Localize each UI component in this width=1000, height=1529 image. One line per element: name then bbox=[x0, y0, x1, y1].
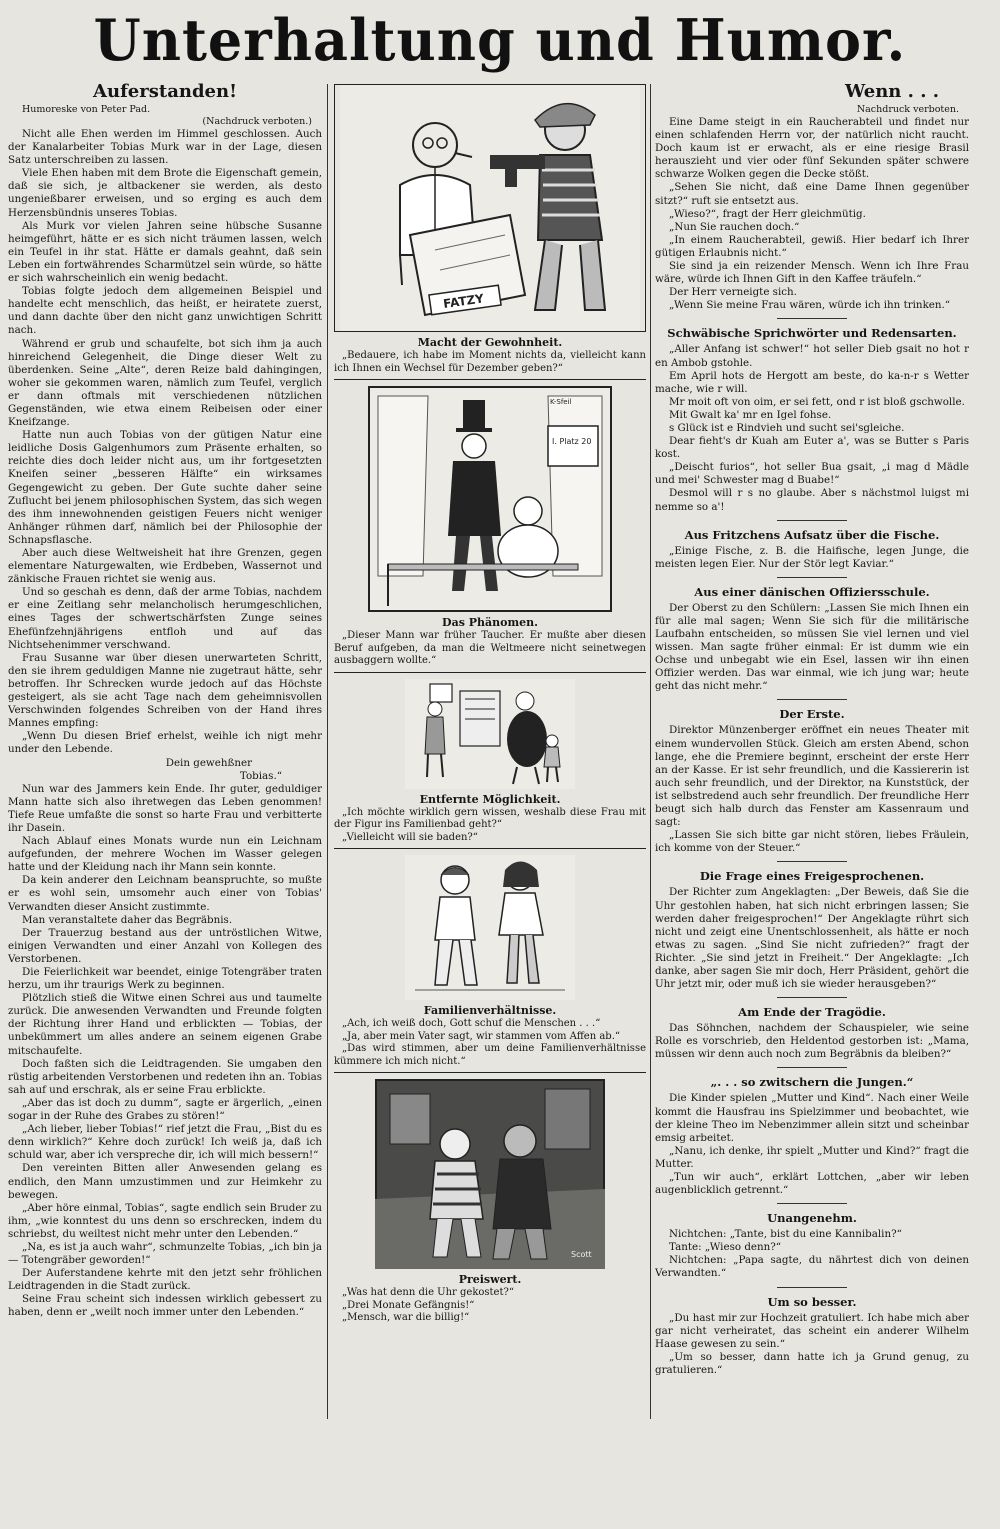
story-byline: Humoreske von Peter Pad. bbox=[22, 104, 151, 115]
divider bbox=[334, 672, 646, 673]
section-rule bbox=[777, 861, 847, 862]
paragraph: Der Oberst zu den Schülern: „Lassen Sie mich Ihnen ein für alle mal sagen; Wenn Sie sich für die militärische Laufbahn entscheiden, so müssen Sie viel lernen und viel wissen. Man sagte früher einmal: Er ist dumm wie ein Ochse und unbegabt wie ein Esel, lassen wir ihn einen Offizier werden. Das war einmal, wie ich jung war; heute geht das nicht mehr.“ bbox=[655, 601, 969, 693]
paragraph: Das Söhnchen, nachdem der Schauspieler, wie seine Rolle es vorschrieb, den Heldentod gestorben ist: „Mama, müssen wir denn auch noch zum Begräbnis da bleiben?“ bbox=[655, 1022, 969, 1061]
paragraph: Eine Dame steigt in ein Raucherabteil und findet nur einen schlafenden Herrn vor, der natürlich nicht raucht. Doch kaum ist er erwacht, als er eine riesige Brasil herauszieht und vier oder fünf Sekunden später schwere schwarze Wolken gegen die Decke stößt. bbox=[655, 116, 969, 181]
section-title: Schwäbische Sprichwörter und Redensarten. bbox=[667, 326, 957, 341]
paragraph: Plötzlich stieß die Witwe einen Schrei aus und taumelte zurück. Die anwesenden Verwandten und Freunde folgten der Richtung ihrer Hand und erblickten — Tobias, der unbekümmert um alles andere an seinem eigenen Grabe mitschaufelte. bbox=[8, 992, 322, 1057]
cartoon-illustration-phenomenon bbox=[368, 386, 612, 612]
paragraph: Nichtchen: „Tante, bist du eine Kannibalin?“ bbox=[669, 1228, 902, 1241]
story-body-continued bbox=[8, 783, 322, 1320]
paragraph: Der Trauerzug bestand aus der untröstlichen Witwe, einigen Verwandten und einer Anzahl von Kollegen des Verstorbenen. bbox=[8, 926, 322, 965]
paragraph: „Ach lieber, lieber Tobias!“ rief jetzt die Frau, „Bist du es denn wirklich?“ Kehre doch zurück! Ich weiß ja, daß ich schuld war, aber ich verspreche dir, ich will mich bessern!“ bbox=[8, 1123, 322, 1162]
paragraph: Hatte nun auch Tobias von der gütigen Natur eine leidliche Dosis Galgenhumors zum Präsente erhalten, so reichte dies doch leider nicht aus, um ihr fortgesetzten Kneifen seiner „besseren Hälfte“ ein wirksames Gegengewicht zu geben. Der Gute suchte daher seine Zuflucht bei jenem philosophischen System, das sich wegen des ihm innewohnenden geistigen Feuers nicht weniger Anhänger rühmen darf, nämlich bei der Philosophie der Schnapsflasche. bbox=[8, 429, 322, 546]
paragraph: „In einem Raucherabteil, gewiß. Hier bedarf ich Ihrer gütigen Erlaubnis nicht.“ bbox=[655, 233, 969, 259]
paragraph: „Tun wir auch“, erklärt Lottchen, „aber wir leben augenblicklich getrennt.“ bbox=[655, 1171, 969, 1197]
paragraph: s Glück ist e Rindvieh und sucht sei'sgleiche. bbox=[669, 421, 905, 434]
letter-signature: Tobias.“ bbox=[239, 769, 282, 782]
section-rule bbox=[777, 1203, 847, 1204]
paragraph: Sie sind ja ein reizender Mensch. Wenn ich Ihre Frau wäre, würde ich Ihnen Gift in den Kaffee träufeln.“ bbox=[655, 260, 969, 286]
paragraph: Die Kinder spielen „Mutter und Kind“. Nach einer Weile kommt die Hausfrau ins Spielzimmer und beobachtet, wie der kleine Theo im Nebenzimmer allein sitzt und scheinbar emsig arbeitet. bbox=[655, 1092, 969, 1144]
section-rule bbox=[777, 699, 847, 700]
jokes-note: Nachdruck verboten. bbox=[856, 104, 959, 115]
cartoon-title: Familienverhältnisse. bbox=[423, 1004, 557, 1017]
paragraph: Mit Gwalt ka' mr en Igel fohse. bbox=[669, 408, 832, 421]
jokes-sections bbox=[655, 318, 969, 1377]
cartoon-illustration-beach bbox=[405, 679, 575, 789]
cartoon-caption: „Dieser Mann war früher Taucher. Er mußte aber diesen Beruf aufgeben, da man die Weltmeere nicht seinetwegen ausbaggern wollte.“ bbox=[334, 630, 646, 666]
svg-text:K-Sfeil: K-Sfeil bbox=[550, 398, 572, 406]
paragraph: „Wenn Du diesen Brief erhelst, weihle ich nigt mehr under den Lebende. bbox=[8, 730, 322, 756]
cartoon-frame bbox=[334, 679, 646, 789]
section-title: Am Ende der Tragödie. bbox=[738, 1005, 886, 1020]
cartoon-illustration-robber bbox=[340, 85, 640, 331]
cartoon-illustration-children bbox=[405, 855, 575, 1000]
paragraph: „Na, es ist ja auch wahr“, schmunzelte Tobias, „ich bin ja — Totengräber geworden!“ bbox=[8, 1240, 322, 1267]
paragraph: Da kein anderer den Leichnam beanspruchte, so mußte er es wohl sein, umsomehr auch einer von Tobias' Verwandten dieser Ansicht zustimmte. bbox=[8, 874, 322, 913]
section-rule bbox=[777, 997, 847, 998]
section-title: Um so besser. bbox=[767, 1294, 857, 1309]
paragraph: „Nun Sie rauchen doch.“ bbox=[669, 220, 800, 233]
cartoon-frame bbox=[334, 386, 646, 612]
paragraph: „Aber höre einmal, Tobias“, sagte endlich sein Bruder zu ihm, „wie konntest du uns denn so erschrecken, indem du schriebst, du weiltest nicht mehr unter den Lebenden.“ bbox=[8, 1201, 322, 1240]
paragraph: Den vereinten Bitten aller Anwesenden gelang es endlich, den Mann umzustimmen und zur Heimkehr zu bewegen. bbox=[8, 1162, 322, 1201]
paragraph: „Einige Fische, z. B. die Haifische, legen Junge, die meisten legen Eier. Nur der Stör legt Kaviar.“ bbox=[655, 544, 969, 570]
paragraph: Aber auch diese Weltweisheit hat ihre Grenzen, gegen elementare Naturgewalten, wie Erdbeben, Wassernot und zänkische Frauen richtet sie wenig aus. bbox=[8, 547, 322, 586]
cartoon-caption: „Was hat denn die Uhr gekostet?“ „Drei Monate Gefängnis!“ „Mensch, war die billig!“ bbox=[342, 1287, 514, 1323]
paragraph: „Lassen Sie sich bitte gar nicht stören, liebes Fräulein, ich komme von der Steuer.“ bbox=[655, 829, 969, 855]
svg-text:FATZY: FATZY bbox=[442, 291, 485, 311]
paragraph: Die Feierlichkeit war beendet, einige Totengräber traten herzu, um ihr traurigs Werk zu beginnen. bbox=[8, 966, 322, 992]
paragraph: Der Auferstandene kehrte mit den jetzt sehr fröhlichen Leidtragenden in die Stadt zurück. bbox=[8, 1267, 322, 1293]
story-column bbox=[8, 82, 322, 1523]
paragraph: Em April hots de Hergott am beste, do ka-n-r s Wetter mache, wie r will. bbox=[655, 369, 969, 395]
paragraph: Seine Frau scheint sich indessen wirklich gebessert zu haben, denn er „weilt noch immer unter den Lebenden.“ bbox=[8, 1293, 322, 1319]
cartoon-title: Entfernte Möglichkeit. bbox=[419, 792, 561, 806]
paragraph: Als Murk vor vielen Jahren seine hübsche Susanne heimgeführt, hätte er es sich nicht träumen lassen, welch ein Teufel in ihr stat. Hätte er damals geahnt, daß sein Leben ein fortwährendes Scharmützel sein würde, so hätte er sich wahrscheinlich ein wenig bedacht. bbox=[8, 219, 322, 285]
paragraph: „Aller Anfang ist schwer!“ hot seller Dieb gsait no hot r en Ambob gstohle. bbox=[655, 343, 969, 369]
section-rule bbox=[777, 318, 847, 319]
story-note: (Nachdruck verboten.) bbox=[202, 116, 312, 127]
section-title: Unangenehm. bbox=[767, 1211, 857, 1226]
paragraph: Desmol will r s no glaube. Aber s nächstmol luigst mi nemme so a'! bbox=[655, 487, 969, 513]
paragraph: „Wenn Sie meine Frau wären, würde ich ihn trinken.“ bbox=[669, 299, 951, 312]
section-title: Der Erste. bbox=[779, 707, 845, 722]
cartoon-title: Preiswert. bbox=[458, 1273, 522, 1286]
cartoon-column bbox=[334, 84, 646, 1523]
paragraph: Nun war des Jammers kein Ende. Ihr guter, geduldiger Mann hatte sich also ihretwegen das Leben genommen! Tiefe Reue umfaßte die sonst so harte Frau und verbitterte ihr Dasein. bbox=[8, 782, 322, 834]
section-rule bbox=[777, 577, 847, 578]
paragraph: „Wieso?“, fragt der Herr gleichmütig. bbox=[669, 207, 866, 220]
cartoon-caption: „Ach, ich weiß doch, Gott schuf die Menschen . . .“ „Ja, aber mein Vater sagt, wir stammen vom Affen ab.“ „Das wird stimmen, aber um deine Familienverhältnisse kümmere ich mich nicht.“ bbox=[334, 1018, 646, 1067]
paragraph: Und so geschah es denn, daß der arme Tobias, nachdem er eine Zeitlang sehr melancholisch herumgeschlichen, eines Tages der schwertschärfsten Zunge seines Ehefünfzehnjährigens entfloh und auf das Nichtsehenimmer verschwand. bbox=[8, 586, 322, 651]
paragraph: Der Herr verneigte sich. bbox=[669, 286, 797, 299]
paragraph: „Nanu, ich denke, ihr spielt „Mutter und Kind?“ fragt die Mutter. bbox=[655, 1144, 969, 1170]
paragraph: Doch faßten sich die Leidtragenden. Sie umgaben den rüstig arbeitenden Verstorbenen und redeten ihn an. Tobias sah auf und erschrak, als er seine Frau erblickte. bbox=[8, 1057, 322, 1096]
cartoon-caption: „Ich möchte wirklich gern wissen, weshalb diese Frau mit der Figur ins Familienbad geht?“ „Vielleicht will sie baden?“ bbox=[334, 806, 646, 843]
section-title: Die Frage eines Freigesprochenen. bbox=[699, 869, 925, 884]
paragraph: Der Richter zum Angeklagten: „Der Beweis, daß Sie die Uhr gestohlen haben, hat sich nicht erbringen lassen; Sie werden daher freigesprochen!“ Der Angeklagte rührt sich nicht und zeigt eine Unentschlossenheit, als hätte er noch etwas zu sagen. „Sind Sie nicht zufrieden?“ fragt der Richter. „Sie sind jetzt in Freiheit.“ Der Angeklagte: „Ich danke, aber sagen Sie mir doch, Herr Präsident, gehört die Uhr jetzt mir, oder muß ich sie wieder herausgeben?“ bbox=[655, 886, 969, 991]
section-rule bbox=[777, 520, 847, 521]
paragraph: Man veranstaltete daher das Begräbnis. bbox=[22, 913, 233, 926]
section-rule bbox=[777, 1287, 847, 1288]
column-divider-left bbox=[327, 84, 328, 1419]
masthead-title: Unterhaltung und Humor. bbox=[93, 6, 907, 74]
paragraph: Während er grub und schaufelte, bot sich ihm ja auch hinreichend Gelegenheit, die Dinge dieser Welt zu überdenken. Seine „Alte“, deren Reize bald dahingingen, woher sie gekommen waren, nämlich zum Teufel, verglich er dann oftmals mit verschiedenen nützlichen Gegenständen, wie etwa einem Reibeisen oder einer Kneifzange. bbox=[8, 337, 322, 429]
story-title: Auferstanden! bbox=[93, 82, 237, 102]
svg-text:Scott: Scott bbox=[571, 1250, 592, 1259]
divider bbox=[334, 848, 646, 849]
cartoon-illustration-prisoners bbox=[375, 1079, 605, 1269]
paragraph: „Aber das ist doch zu dumm“, sagte er ärgerlich, „einen sogar in der Ruhe des Grabes zu stören!“ bbox=[8, 1096, 322, 1123]
section-rule bbox=[777, 1067, 847, 1068]
paragraph: „Deischt furios“, hot seller Bua gsait, „i mag d Mädle und mei' Schwester mag d Buabe!“ bbox=[655, 461, 969, 487]
divider bbox=[334, 379, 646, 380]
paragraph: Mr moit oft von oim, er sei fett, ond r ist bloß gschwolle. bbox=[669, 395, 965, 408]
cartoon-title: Das Phänomen. bbox=[442, 616, 538, 629]
jokes-body bbox=[655, 116, 969, 312]
paragraph: „Du hast mir zur Hochzeit gratuliert. Ich habe mich aber gar nicht verheiratet, das scheint ein anderer Wilhelm Haase gewesen zu sein.“ bbox=[655, 1311, 969, 1350]
cartoon-title: Macht der Gewohnheit. bbox=[417, 336, 563, 349]
section-title: Aus Fritzchens Aufsatz über die Fische. bbox=[684, 527, 940, 542]
paragraph: Frau Susanne war über diesen unerwarteten Schritt, den sie ihrem geduldigen Manne nie zugetraut hätte, sehr betroffen. Ihr Schrecken wurde jedoch auf das Höchste gesteigert, als sie acht Tage nach dem geheimnisvollen Verschwinden folgendes Schreiben von der Hand ihres Mannes empfing: bbox=[8, 651, 322, 730]
jokes-column bbox=[655, 82, 969, 1523]
paragraph: Nach Ablauf eines Monats wurde nun ein Leichnam aufgefunden, der mehrere Wochen im Wasser gelegen hatte und der Kleidung nach ihr Mann sein konnte. bbox=[8, 835, 322, 874]
paragraph: Viele Ehen haben mit dem Brote die Eigenschaft gemein, daß sie sich, je altbackener sie werden, als desto ungenießbarer erweisen, und so erging es auch dem Herzensbündnis unseres Tobias. bbox=[8, 167, 322, 219]
story-body bbox=[8, 128, 322, 757]
cartoon-frame bbox=[334, 84, 646, 332]
column-divider-right bbox=[650, 84, 651, 1419]
cartoon-frame bbox=[334, 855, 646, 1000]
cartoon-frame bbox=[334, 1079, 646, 1269]
paragraph: Nicht alle Ehen werden im Himmel geschlossen. Auch der Kanalarbeiter Tobias Murk war in der Lage, diesen Satz unterschreiben zu lassen. bbox=[8, 128, 322, 167]
divider bbox=[334, 1072, 646, 1073]
jokes-title: Wenn . . . bbox=[845, 82, 939, 102]
paragraph: „Um so besser, dann hatte ich ja Grund genug, zu gratulieren.“ bbox=[655, 1350, 969, 1376]
svg-text:I. Platz 20: I. Platz 20 bbox=[552, 437, 592, 446]
letter-close: Dein gewehßner bbox=[165, 756, 252, 769]
paragraph: „Sehen Sie nicht, daß eine Dame Ihnen gegenüber sitzt?“ ruft sie entsetzt aus. bbox=[655, 181, 969, 207]
paragraph: Direktor Münzenberger eröffnet ein neues Theater mit einem wundervollen Stück. Gleich am ersten Abend, schon lange, ehe die Premiere beginnt, erscheint der erste Herr an der Kasse. Er ist sehr freundlich, und die Kassiererin ist auch sehr freundlich, und der Direktor, na Kunststück, der ist selbstredend auch sehr freundlich. Der freundliche Herr beugt sich halb durch das Fenster am Kassenraum und sagt: bbox=[655, 724, 969, 829]
paragraph: Tante: „Wieso denn?“ bbox=[669, 1241, 782, 1254]
paragraph: Dear fieht's dr Kuah am Euter a', was se Butter s Paris kost. bbox=[655, 435, 969, 461]
paragraph: Tobias folgte jedoch dem allgemeinen Beispiel und handelte echt menschlich, das heißt, er heiratete zuerst, und dann dachte über den nicht ganz unwichtigen Schritt nach. bbox=[8, 285, 322, 337]
section-title: „. . . so zwitschern die Jungen.“ bbox=[710, 1075, 914, 1090]
cartoon-caption: „Bedauere, ich habe im Moment nichts da, vielleicht kann ich Ihnen ein Wechsel für Dezember geben?“ bbox=[334, 350, 646, 374]
section-title: Aus einer dänischen Offiziersschule. bbox=[694, 584, 930, 599]
paragraph: Nichtchen: „Papa sagte, du nährtest dich von deinen Verwandten.“ bbox=[655, 1254, 969, 1280]
